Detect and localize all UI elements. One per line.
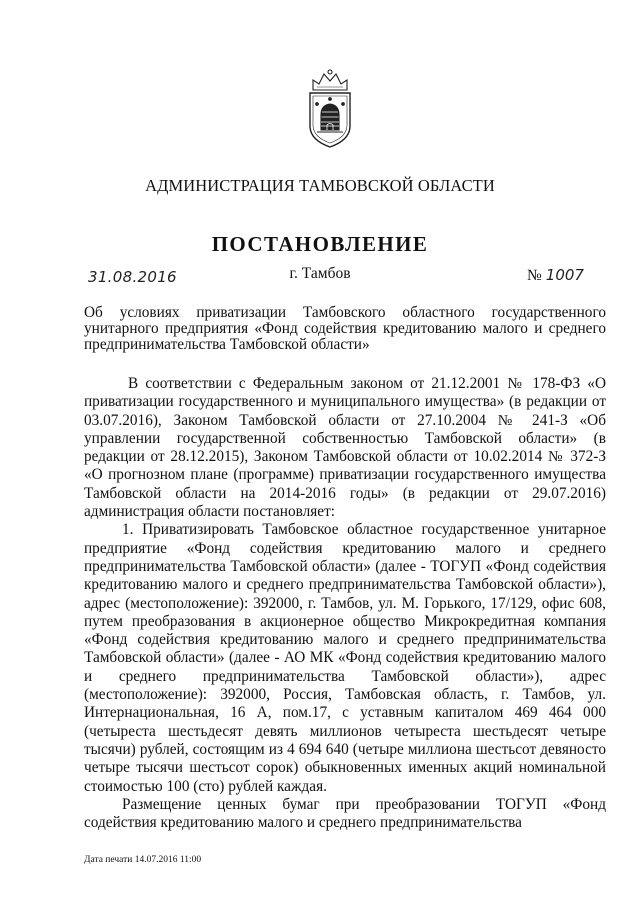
body-paragraph: 1. Приватизировать Тамбовское областное государственное унитарное предприятие «Фонд содействия кредитованию малого и среднего предпринимательства Тамбовской области» (далее - ТОГУП «Фонд содействия кредитованию малого и среднего предпринимательства Тамбовской области»), адрес (местоположение): 392000, г. Тамбов, ул. М. Горького, 17/129, офис 608, путем преобразования в акционерное общество Микрокредитная компания «Фонд содействия кредитованию малого и среднего предпринимательства Тамбовской области» (далее - АО МК «Фонд содействия кредитованию малого и среднего предпринимательства Тамбовской области»), адрес (местоположение): 392000, Россия, Тамбовская область, г. Тамбов, ул. Интернациональная, 16 А, пом.17, с уставным капиталом 469 464 000 (четыреста шестьдесят девять миллионов четыреста шестьдесят четыре тысячи) рублей, состоящим из 4 694 640 (четыре миллиона шестьсот девяносто четыре тысячи шестьсот сорок) обыкновенных именных акций номинальной стоимостью 100 (сто) рублей каждая.: [84, 521, 606, 795]
number-prefix: №: [527, 267, 542, 284]
print-date-footer: Дата печати 14.07.2016 11:00: [84, 855, 202, 865]
tambov-coat-of-arms-icon: [303, 68, 357, 150]
handwritten-number: 1007: [545, 266, 584, 284]
body-paragraph: Размещение ценных бумаг при преобразовании ТОГУП «Фонд содействия кредитованию малого и среднего предпринимательства: [84, 795, 606, 832]
handwritten-date: 31.08.2016: [88, 268, 177, 286]
issuing-authority: АДМИНИСТРАЦИЯ ТАМБОВСКОЙ ОБЛАСТИ: [145, 176, 495, 195]
document-body: [84, 375, 606, 832]
document-type-title: ПОСТАНОВЛЕНИЕ: [211, 232, 429, 256]
document-subject: Об условиях приватизации Тамбовского областного государственного унитарного предприятия «Фонд содействия кредитованию малого и среднего предпринимательства Тамбовской области»: [84, 304, 606, 353]
city-of-issue: г. Тамбов: [289, 265, 351, 282]
body-paragraph: В соответствии с Федеральным законом от 21.12.2001 № 178-ФЗ «О приватизации государственного и муниципального имущества» (в редакции от 03.07.2016), Законом Тамбовской области от 27.10.2004 № 241-З «Об управлении государственной собственностью Тамбовской области» (в редакции от 28.12.2015), Законом Тамбовской области от 10.02.2014 № 372-З «О прогнозном плане (программе) приватизации государственного имущества Тамбовской области на 2014-2016 годы» (в редакции от 29.07.2016) администрация области постановляет:: [84, 375, 606, 521]
document-number: [527, 266, 584, 285]
